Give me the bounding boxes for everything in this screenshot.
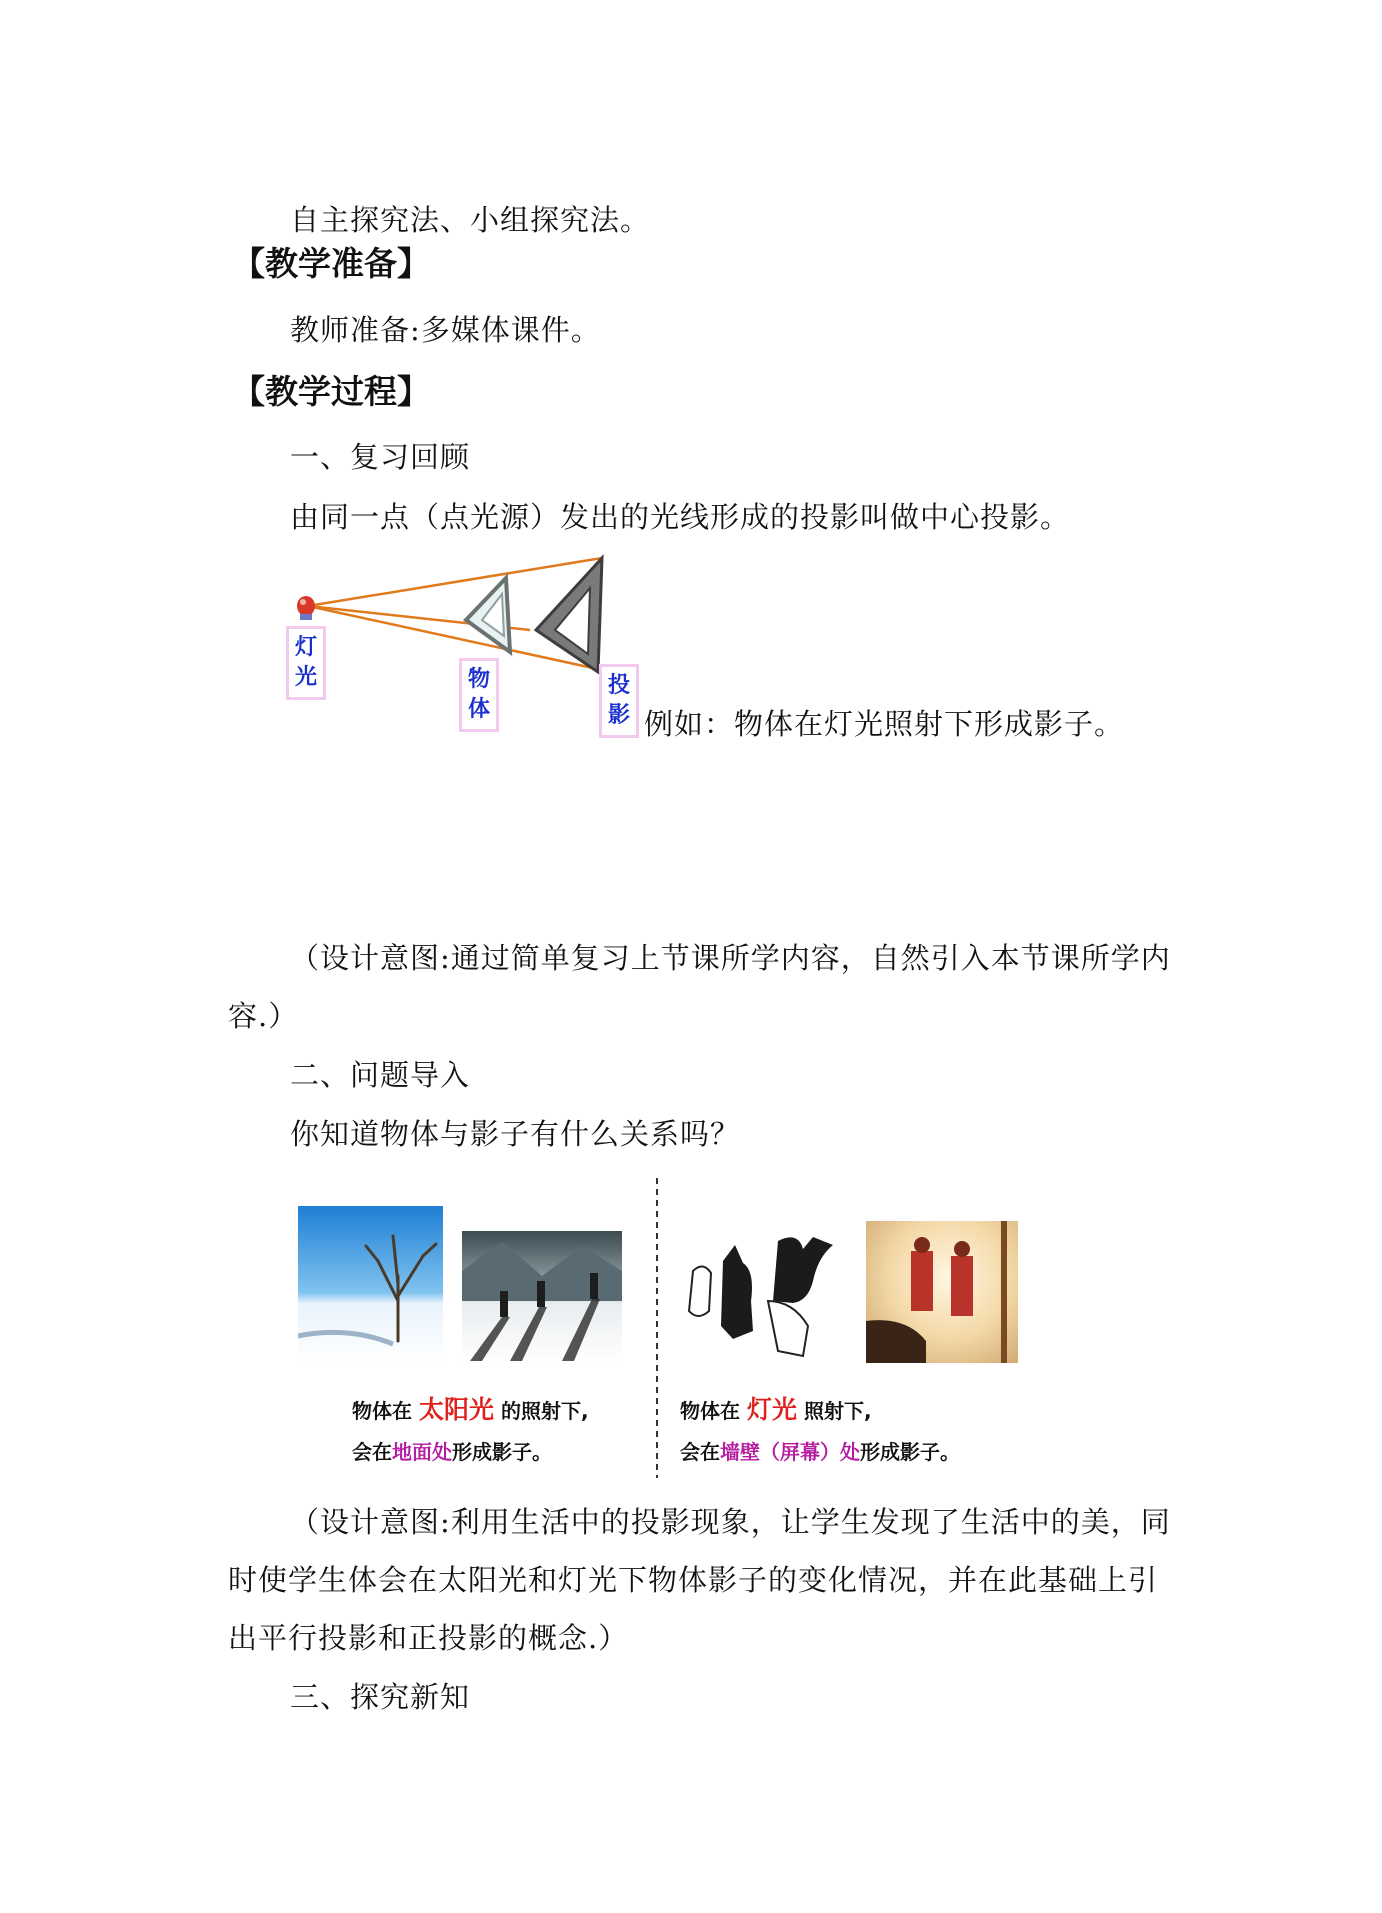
review-title: 一、复习回顾 [290, 440, 471, 474]
left-caption-line2-highlight: 地面处 [392, 1440, 452, 1464]
lamp-label [286, 626, 326, 700]
projection-label [599, 664, 639, 738]
projection-label-char-1: 投 [607, 673, 630, 698]
right-caption-pre: 物体在 [680, 1399, 747, 1423]
right-caption-line2-highlight: 墙壁（屏幕）处 [720, 1440, 860, 1464]
projection-label-char-2: 影 [607, 703, 630, 728]
central-projection-diagram [280, 548, 620, 708]
left-caption-line-2 [352, 1438, 552, 1466]
right-caption-post: 照射下, [796, 1399, 872, 1423]
winter-tree-photo [298, 1206, 443, 1363]
skiers-photo [462, 1231, 622, 1363]
left-caption-line-1 [352, 1396, 589, 1425]
right-caption-line-1 [680, 1396, 872, 1425]
shadow-puppet-photo [866, 1221, 1018, 1363]
left-caption-line2-post: 形成影子。 [452, 1440, 552, 1464]
question-title: 二、问题导入 [290, 1058, 471, 1092]
lamp-label-char-2: 光 [294, 665, 317, 690]
design-intent-2-line-1: （设计意图:利用生活中的投影现象，让学生发现了生活中的美，同 [290, 1505, 1171, 1539]
design-intent-2-line-2: 时使学生体会在太阳光和灯光下物体影子的变化情况，并在此基础上引 [228, 1563, 1159, 1597]
left-caption-highlight: 太阳光 [418, 1395, 494, 1424]
ray-top [308, 558, 602, 606]
right-caption-line-2 [680, 1438, 960, 1466]
divider-dashed [655, 1178, 659, 1478]
process-heading: 【教学过程】 [232, 372, 430, 411]
teacher-prep: 教师准备:多媒体课件。 [290, 313, 601, 347]
left-caption-pre: 物体在 [352, 1399, 419, 1423]
design-intent-1-line-1: （设计意图:通过简单复习上节课所学内容，自然引入本节课所学内 [290, 941, 1171, 975]
object-label-char-2: 体 [467, 697, 490, 722]
central-projection-definition: 由同一点（点光源）发出的光线形成的投影叫做中心投影。 [290, 500, 1071, 534]
object-label [459, 658, 499, 732]
right-caption-line2-post: 形成影子。 [860, 1440, 960, 1464]
projection-triangle [536, 558, 602, 672]
lamp-label-char-1: 灯 [294, 635, 317, 660]
lamp-icon [297, 596, 315, 620]
hand-shadows-drawing [683, 1231, 853, 1361]
right-caption-highlight: 灯光 [746, 1395, 797, 1424]
left-caption-post: 的照射下, [493, 1399, 589, 1423]
question-prompt: 你知道物体与影子有什么关系吗？ [290, 1117, 741, 1151]
right-caption-line2-pre: 会在 [680, 1440, 720, 1464]
object-label-char-1: 物 [467, 667, 490, 692]
prep-heading: 【教学准备】 [232, 244, 430, 283]
diagram-example: 例如：物体在灯光照射下形成影子。 [644, 707, 1125, 741]
methods-line: 自主探究法、小组探究法。 [290, 203, 651, 237]
explore-title: 三、探究新知 [290, 1680, 471, 1714]
design-intent-1-line-2: 容.） [228, 999, 299, 1033]
design-intent-2-line-3: 出平行投影和正投影的概念.） [228, 1621, 629, 1655]
left-caption-line2-pre: 会在 [352, 1440, 392, 1464]
